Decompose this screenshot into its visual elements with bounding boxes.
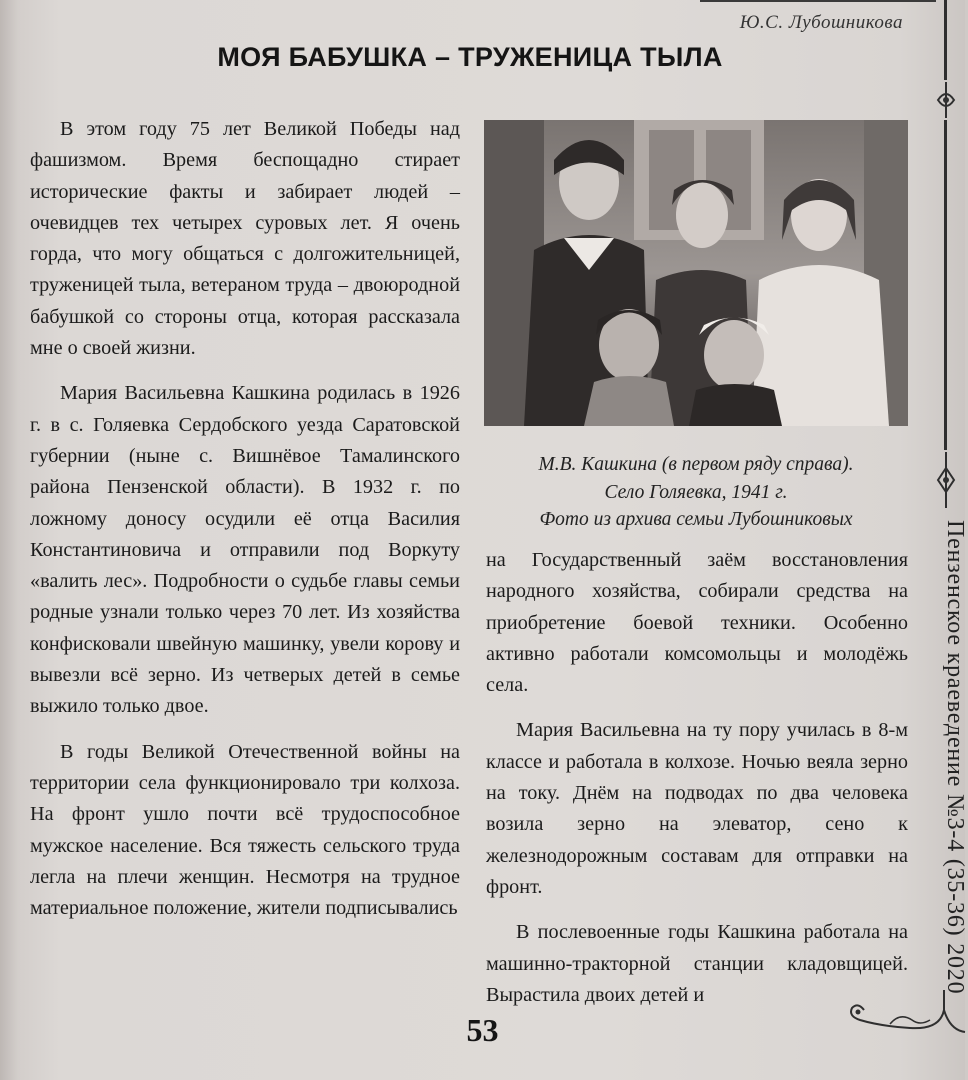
archive-photo: [484, 120, 908, 426]
photo-caption: [484, 451, 908, 534]
article-title: МОЯ БАБУШКА – ТРУЖЕНИЦА ТЫЛА: [217, 42, 723, 72]
diamond-ornament-icon: [932, 450, 960, 510]
right-column: [486, 545, 908, 1025]
journal-sidebar-title: Пензенское краеведение №3-4 (35-36) 2020: [942, 520, 968, 995]
paragraph-2: Мария Васильевна Кашкина родилась в 1926 г. в с. Голяевка Сердобского уезда Саратовской губернии (ныне с. Вишнёвое Тамалинского района Пензенской области). В 1932 г. по ложному доносу осудили её отца Василия Константиновича и отправили под Воркуту «валить лес». Подробности о судьбе главы семьи родные узнали только через 70 лет. Из хозяйства конфисковали швейную машинку, увели корову и вывезли всё зерно. Из четверых детей в семье выжило только двое.: [30, 382, 460, 718]
left-column: [30, 114, 460, 938]
paragraph-3: В годы Великой Отечественной войны на территории села функционировало три колхоза. На фронт ушло почти всё трудоспособное мужское население. Вся тяжесть сельского труда легла на плечи женщин. Несмотря на трудное материальное положение, жители подписывались: [30, 740, 460, 920]
top-rule: [700, 0, 936, 2]
paragraph-3-continued: на Государственный заём восстановления народного хозяйства, собирали средства на приобретение боевой техники. Особенно активно работали комсомольцы и молодёжь села.: [486, 549, 908, 697]
flourish-icon: [932, 80, 960, 120]
paragraph-4: Мария Васильевна на ту пору училась в 8-м классе и работала в колхозе. Ночью веяла зерно на току. Днём на подводах по два человека возила зерно на элеватор, сено к железнодорожным составам для отправки на фронт.: [486, 719, 908, 898]
author-name: Ю.С. Лубошникова: [739, 12, 903, 33]
margin-rule-middle: [944, 120, 947, 450]
corner-flourish-icon: [840, 990, 965, 1040]
page-number: 53: [466, 1012, 499, 1048]
caption-line-2: Село Голяевка, 1941 г.: [604, 481, 788, 503]
paragraph-5: В послевоенные годы Кашкина работала на машинно-тракторной станции кладовщицей. Вырастила двоих детей и: [486, 921, 908, 1006]
caption-line-3: Фото из архива семьи Лубошниковых: [539, 509, 853, 530]
caption-line-1: М.В. Кашкина (в первом ряду справа).: [538, 454, 854, 475]
paragraph-1: В этом году 75 лет Великой Победы над фашизмом. Время беспощадно стирает исторические факты и забирает людей – очевидцев тех четырех суровых лет. Я очень горда, что могу общаться с долгожительницей, труженицей тыла, ветераном труда – двоюродной бабушкой со стороны отца, которая рассказала мне о своей жизни.: [30, 118, 460, 360]
photo-illustration: [484, 120, 908, 426]
margin-rule-top: [944, 0, 947, 80]
